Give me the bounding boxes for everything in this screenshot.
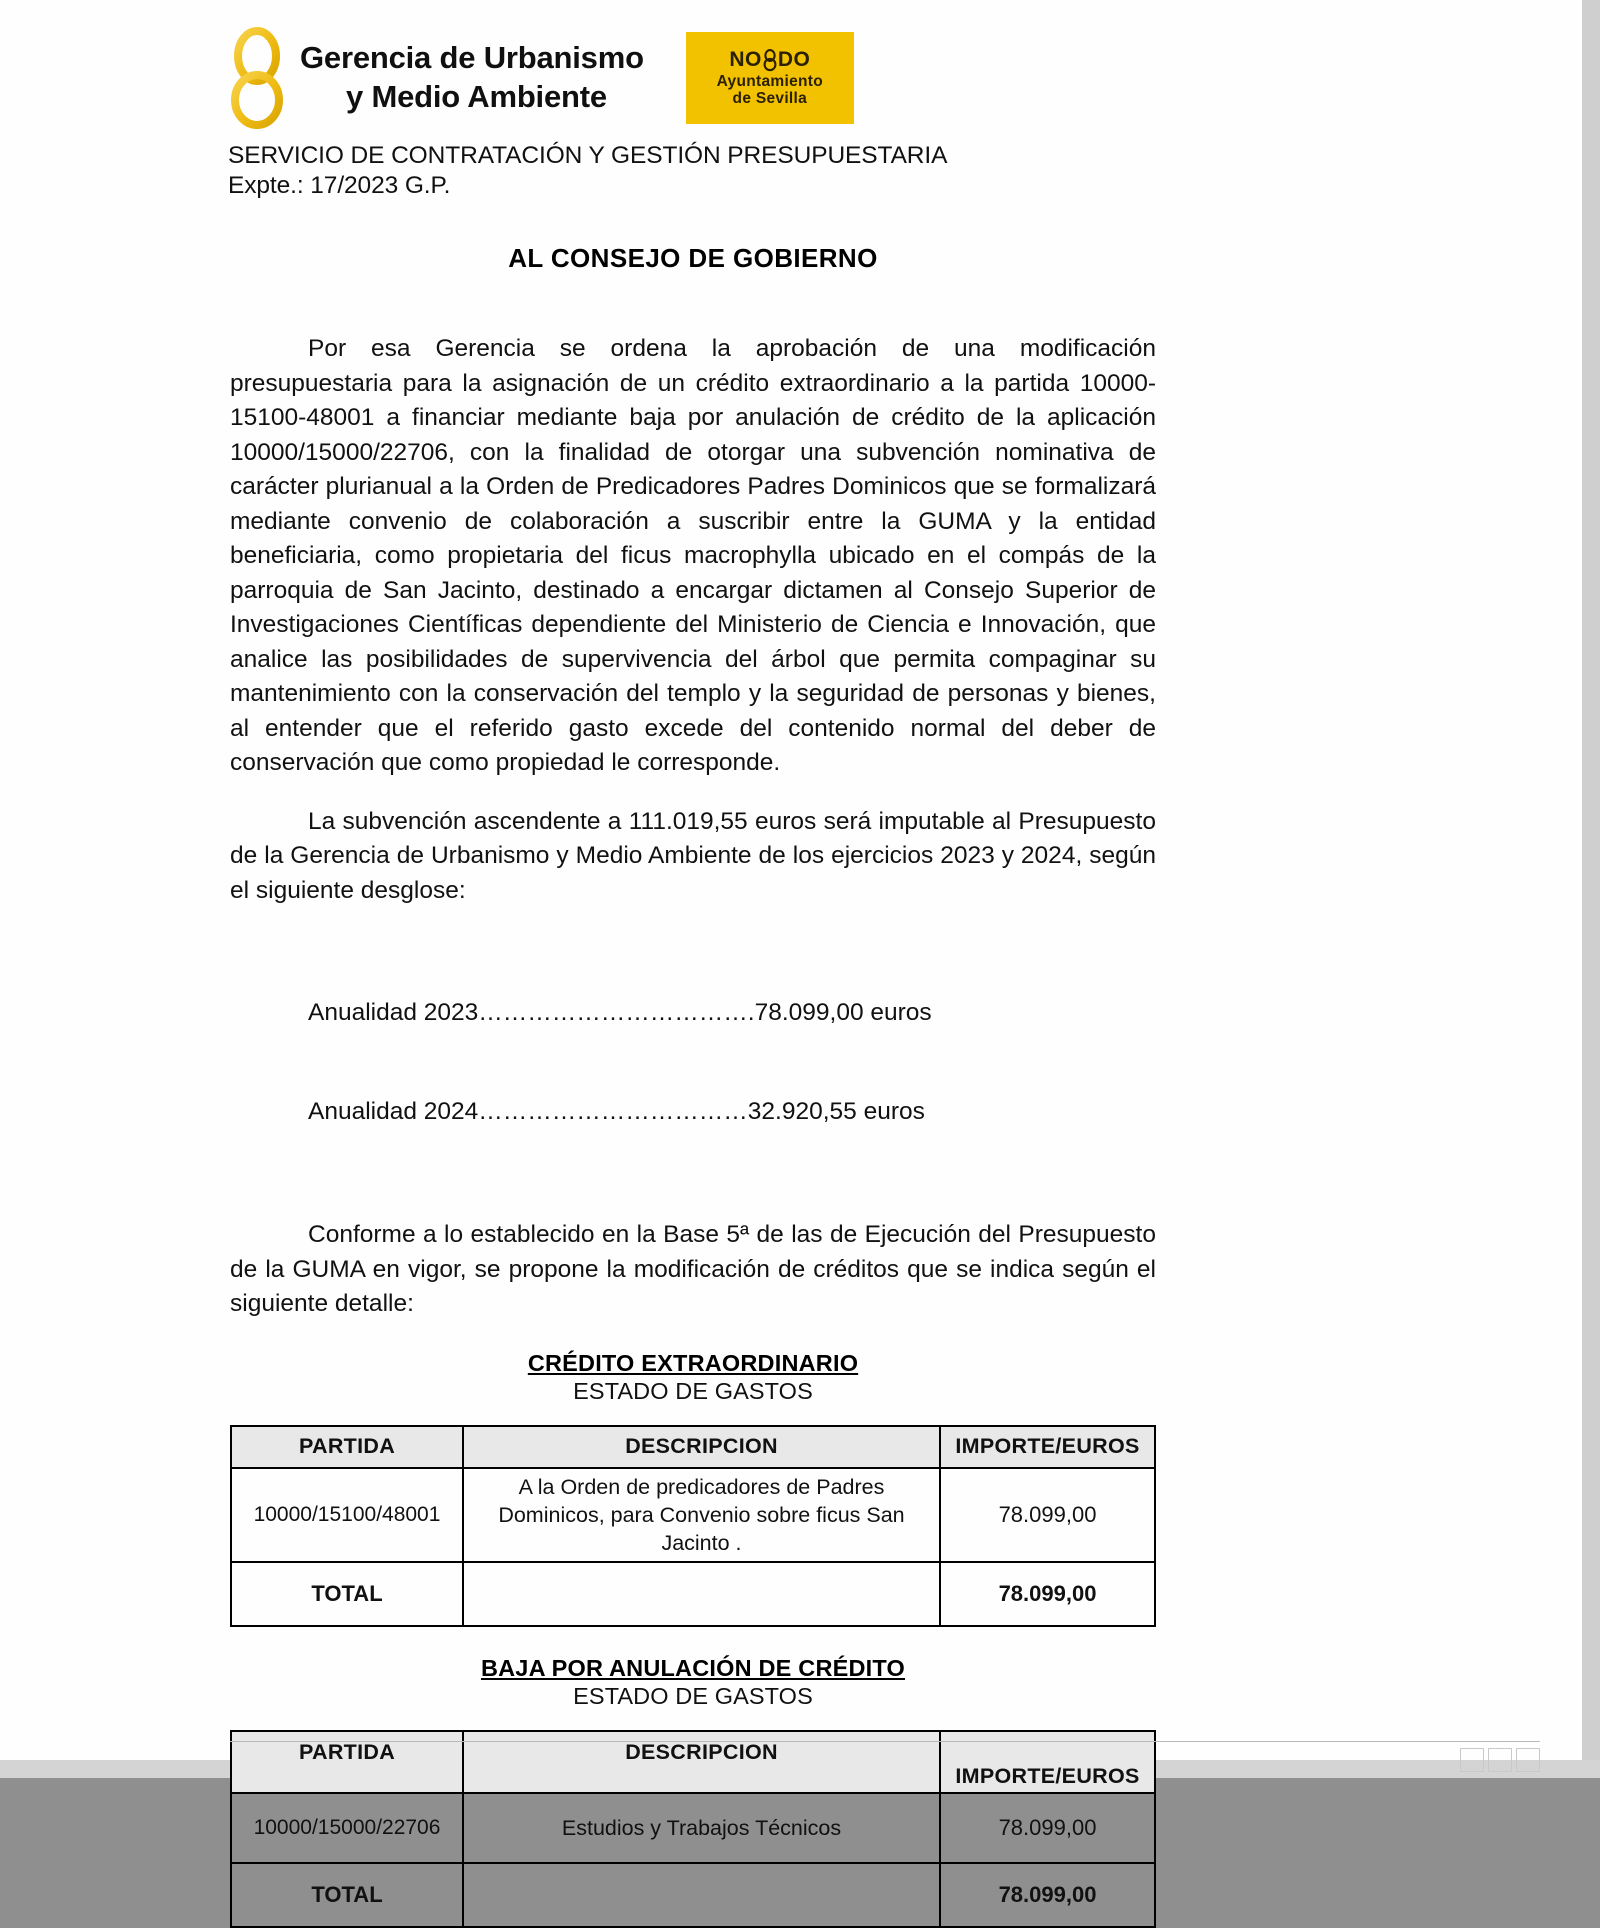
expediente-reference: Expte.: 17/2023 G.P. <box>228 172 451 199</box>
annuity-line-2023: Anualidad 2023…………………………….78.099,00 euros <box>308 999 932 1026</box>
paragraph-subsidy-amount: La subvención ascendente a 111.019,55 euros será imputable al Presupuesto de la Gerencia de Urbanismo y Medio Ambiente de los ejercicios 2023 y 2024, según el siguiente desglose: <box>230 807 1156 904</box>
nodo-text-do: DO <box>777 48 811 72</box>
cell-partida: 10000/15000/22706 <box>231 1793 463 1863</box>
footer-mark-box <box>1488 1748 1512 1772</box>
table-header-row <box>231 1426 1155 1468</box>
footer-mark-box <box>1460 1748 1484 1772</box>
nodo-line-sevilla: de Sevilla <box>732 90 808 108</box>
cell-importe: 78.099,00 <box>940 1468 1155 1562</box>
table-row <box>231 1468 1155 1562</box>
cell-descripcion: Estudios y Trabajos Técnicos <box>463 1793 940 1863</box>
annuity-line-2024: Anualidad 2024……………………………32.920,55 euros <box>308 1098 925 1125</box>
nodo-line-ayuntamiento: Ayuntamiento <box>716 72 823 90</box>
nodo-text-no: NO <box>729 48 762 72</box>
footer-marks <box>1460 1748 1540 1772</box>
table-header-row <box>231 1731 1155 1793</box>
page-edge-right <box>1582 0 1600 1778</box>
baja-anulacion-block <box>230 1655 1156 1928</box>
nodo-knot-icon <box>763 49 777 71</box>
table-1-subheading: ESTADO DE GASTOS <box>573 1377 813 1404</box>
paragraph-base-5: Conforme a lo establecido en la Base 5ª de las de Ejecución del Presupuesto de la GUMA en vigor, se propone la modificación de créditos que se indica según el siguiente detalle: <box>230 1221 1156 1317</box>
table-credito-extraordinario <box>230 1425 1156 1627</box>
document-body <box>230 332 1156 1928</box>
cell-total-value: 78.099,00 <box>940 1562 1155 1626</box>
cell-descripcion: A la Orden de predicadores de Padres Dominicos, para Convenio sobre ficus San Jacinto . <box>463 1468 940 1562</box>
column-header-descripcion: DESCRIPCION <box>463 1731 940 1793</box>
nodo-wordmark <box>729 49 810 71</box>
column-header-descripcion: DESCRIPCION <box>463 1426 940 1468</box>
letterhead <box>228 28 1228 138</box>
footer-divider <box>230 1741 1540 1742</box>
cell-total-spacer <box>463 1562 940 1626</box>
footer-mark-box <box>1516 1748 1540 1772</box>
page-title: AL CONSEJO DE GOBIERNO <box>508 243 878 273</box>
table-row <box>231 1793 1155 1863</box>
infinity-8-mark-icon <box>228 28 286 128</box>
nodo-logo <box>686 32 854 124</box>
table-baja-anulacion <box>230 1730 1156 1928</box>
column-header-partida: PARTIDA <box>231 1731 463 1793</box>
cell-partida: 10000/15100/48001 <box>231 1468 463 1562</box>
column-header-importe: IMPORTE/EUROS <box>940 1731 1155 1793</box>
column-header-partida: PARTIDA <box>231 1426 463 1468</box>
cell-total-label: TOTAL <box>231 1863 463 1927</box>
column-header-importe: IMPORTE/EUROS <box>940 1426 1155 1468</box>
table-total-row <box>231 1863 1155 1927</box>
cell-importe: 78.099,00 <box>940 1793 1155 1863</box>
table-1-heading: CRÉDITO EXTRAORDINARIO <box>527 1349 859 1376</box>
brand-title-line2: y Medio Ambiente <box>346 79 607 114</box>
table-2-subheading: ESTADO DE GASTOS <box>573 1682 813 1709</box>
paragraph-purpose: Por esa Gerencia se ordena la aprobación de una modificación presupuestaria para la asignación de un crédito extraordinario a la partida 10000-15100-48001 a financiar mediante baja por anulación de crédito de la aplicación 10000/15000/22706, con la finalidad de otorgar una subvención nominativa de carácter plurianual a la Orden de Predicadores Padres Dominicos que se formalizará mediante convenio de colaboración a suscribir entre la GUMA y la entidad beneficiaria, como propietaria del ficus macrophylla ubicado en el compás de la parroquia de San Jacinto, destinado a encargar dictamen al Consejo Superior de Investigaciones Científicas dependiente del Ministerio de Ciencia e Innovación, que analice las posibilidades de supervivencia del árbol que permita compaginar su mantenimiento con la conservación del templo y la seguridad de personas y bienes, al entender que el referido gasto excede del contenido normal del deber de conservación que como propiedad le corresponde. <box>230 335 1156 776</box>
table-total-row <box>231 1562 1155 1626</box>
brand-block <box>228 28 1228 128</box>
brand-title <box>300 39 644 117</box>
brand-title-line1: Gerencia de Urbanismo <box>300 40 644 76</box>
cell-total-label: TOTAL <box>231 1562 463 1626</box>
credito-extraordinario-block <box>230 1350 1156 1627</box>
annuity-breakdown <box>308 930 1156 1194</box>
service-heading: SERVICIO DE CONTRATACIÓN Y GESTIÓN PRESUPUESTARIA <box>228 142 948 169</box>
cell-total-value: 78.099,00 <box>940 1863 1155 1927</box>
table-2-heading: BAJA POR ANULACIÓN DE CRÉDITO <box>480 1654 906 1681</box>
cell-total-spacer <box>463 1863 940 1927</box>
